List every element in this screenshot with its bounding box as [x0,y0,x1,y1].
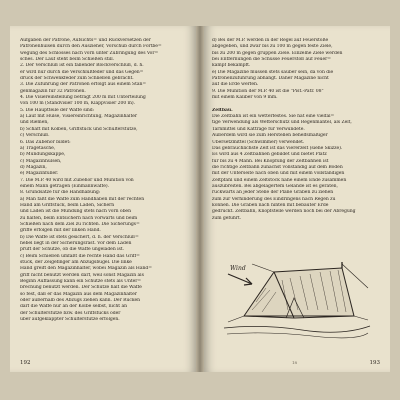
text-line: abgegeben, und zwar bis zu 100 m gegen feste Ziele, [212,44,333,50]
text-line: b) Schaft mit Kolben, Griffstück und Schulterstütze, [20,126,138,132]
text-line: prüft der Schütze, ob die Waffe ungeladen ist. [20,247,124,253]
text-line: genmagazin für 32 Patronen. [20,88,86,94]
text-line: Aufgaben der Patrone, Aufsichts= und Rückversetzen der [20,38,151,43]
text-line: hebel liegt in der Sicherungsrast. Vor dem Laden [20,241,132,246]
text-line: Tarnmittel und Kattrage für Verwundete. [212,126,305,132]
text-line: c) Magazinhülsen, [20,158,62,164]
text-line: mit einem Kaliber von 9 mm. [212,95,278,101]
text-line: sches. Der Lauf steht beim Schießen still. [20,57,115,63]
right-page-text [212,38,382,222]
right-footer-mark: 18 [292,360,298,365]
text-line: stück, der Zeigefinger am Abzugsbügel. Die linke [20,260,132,266]
text-line: rückwärts an jeder Stelle der Plane Gräben zu ziehen [212,190,334,196]
text-line: d) Magazin, [20,164,47,170]
right-page-number: 193 [369,360,380,366]
text-line: bis zu 200 m gegen gruppen Ziele. Einzelne Ziele werden [212,50,343,56]
text-line: einem Mann getragen (Einmannwaffe). [20,183,109,189]
text-line: können. Die Gräben nach hinten mit bebauter Erde [212,202,329,208]
text-line: a) Lauf mit Hülse, Visiereinrichtung, Magazinhalter [20,114,137,120]
text-line: e) Die Magazine müssen stets sauber sein, da von die [212,69,334,75]
text-line: 3. Die Zuführung der Patronen erfolgt aus einem Stan= [20,82,147,88]
text-line: 4. Die Visiereinstellung beträgt 200 m mit Unterteilung [20,95,146,101]
text-line: oder außerhalb des Abzugs ziehen kann. Der Rücken [20,298,141,304]
text-line: c) Verschluß. [20,133,50,139]
text-line: Beginn Auffassung kann ein Schütze stets als Unter= [20,279,142,285]
text-line: wegung des Schlosses nach vorn unter Zubringung des Vor= [20,50,159,56]
text-line: kampf bekämpft. [212,63,251,69]
text-line: Hand am Griffstück, beim Laden, Sichern [20,202,115,208]
tent-illustration [222,258,372,340]
text-line: Zeltpfahl und einem Zeltstock nahe einem Ende zusammen [212,177,347,183]
text-line: der Schulterstütze bzw. des Griffstücks oder [20,310,121,316]
text-line: brechung benutzt werden. Der Schütze hält die Waffe [20,285,142,291]
text-line: 8. Grundsätze für die Handhabung: [20,190,101,196]
text-line: Schießen nach dem Ziel zu richten. Die Sicherungs= [20,221,140,227]
text-line: b) Mündungskappe, [20,152,66,158]
text-line: zum geführt. [212,215,242,221]
text-line: druck der Schwenkfeder zum Schließen gebracht. [20,76,134,82]
text-line: gedrückt. Zeltbahn, Knopfstelle werden noch bei der Abregung [212,209,356,215]
text-line: 7. Die M.P. 40 wird mit Zubehör und Munition von [20,177,134,183]
text-line: Das gebräuchlichste Zelt ist das Viererzelt (siehe Skizze). [212,145,343,151]
text-line: griffe erfolgen mit der linken Hand. [20,228,101,234]
text-line: und Laden ist die Mündung stets nach vorn oben [20,209,131,215]
text-line: von 100 m (Standvisier 100 m, Klappvisier 200 m). [20,101,135,107]
text-line: Patronenzuführung abhängt. Daher Magazine nicht [212,76,329,82]
text-line: d) Bei der M.P. werden in der Regel auf Feuerstöße [212,38,329,43]
text-line: e) Magazinfüller. [20,171,59,177]
text-line: auf die Erde werfen. [212,82,259,88]
text-line: tige Verwendung als Wetterschutz und Regenmantel, als Zelt, [212,120,352,126]
text-line: a) Man faßt die Waffe zum Handhaben mit der rechten [20,196,145,202]
text-line: 5. Die Hauptteile der Waffe sind: [20,107,95,113]
right-page [204,26,390,372]
left-page-text [20,38,188,323]
text-line: so fest, daß er das Magazin aus dem Magazinhalter [20,291,137,297]
text-line: er wird nur durch die Verschlußfeder und das Gegen= [20,69,144,75]
text-line: Patronenhülsen durch den Auszieher, Vorschub durch Fortbe= [20,44,162,50]
text-line: bei Entfernungen die Schüsse Feuerstoß auf Feuer= [212,57,331,63]
text-line: über aufgeklappter Schulterstütze erfolgen. [20,317,120,323]
text-line: zum zur Verhinderung des Eindringens nach Regen zu [212,196,336,202]
text-line: c) Beim Schießen umfaßt die rechte Hand das Griff= [20,253,140,259]
left-page [10,26,196,372]
text-line: b) Die Waffe ist stets gesichert, d. h. der Verschluß= [20,234,139,240]
text-line: 9. Die Munition der M.P. 40 ist die "Pist.-Patr. 08" [212,88,324,94]
text-line: Die Zeltbahn ist ein wetterfestes. Sie hat eine vielfäl= [212,114,335,120]
book-gutter [196,26,204,372]
text-line: griff nicht benutzt werden darf, weil sonst Magazin als [20,272,144,278]
text-line: mit der Unterseite nach oben und mit einem vollständigen [212,171,345,177]
text-line: a) Tragetasche, [20,145,56,151]
section-heading: Zeltbau. [212,107,233,113]
text-line: und Riemen, [20,120,49,126]
left-page-number: 192 [20,360,31,366]
text-line: Hand greift den Magazinhalter, wobei Magazin als Hand= [20,266,152,272]
text-line: die richtige Zeltbahn zunächst vollständig auf dem Boden [212,164,343,170]
text-line: zu halten, beim Entsichern nach vorwärts und beim [20,215,138,221]
text-line: 2. Der Verschluß ist ein fallender Blockverschluß, d. h. [20,63,144,69]
text-line: für bis zu 4 Mann. Bei Knöpfung der Zeltbahnen ist [212,158,329,164]
text-line: Es wird aus 4 Zeltbahnen gebildet und bietet Platz [212,152,327,158]
text-line: Übersetzmittel (Schwimmer) verwendet. [212,139,305,145]
text-line: darf die Waffe nur an der Kolbe selbst, nicht an [20,304,128,310]
text-line: auszubreiten. Bei abgelagertem Gelände ist es geraten, [212,183,338,189]
text-line: 6. Das Zubehör bildet: [20,139,71,145]
figure-wind-label: Wind [230,265,246,272]
text-line: Außerdem wird sie zum Herstellen behelfsmäßiger [212,133,328,139]
